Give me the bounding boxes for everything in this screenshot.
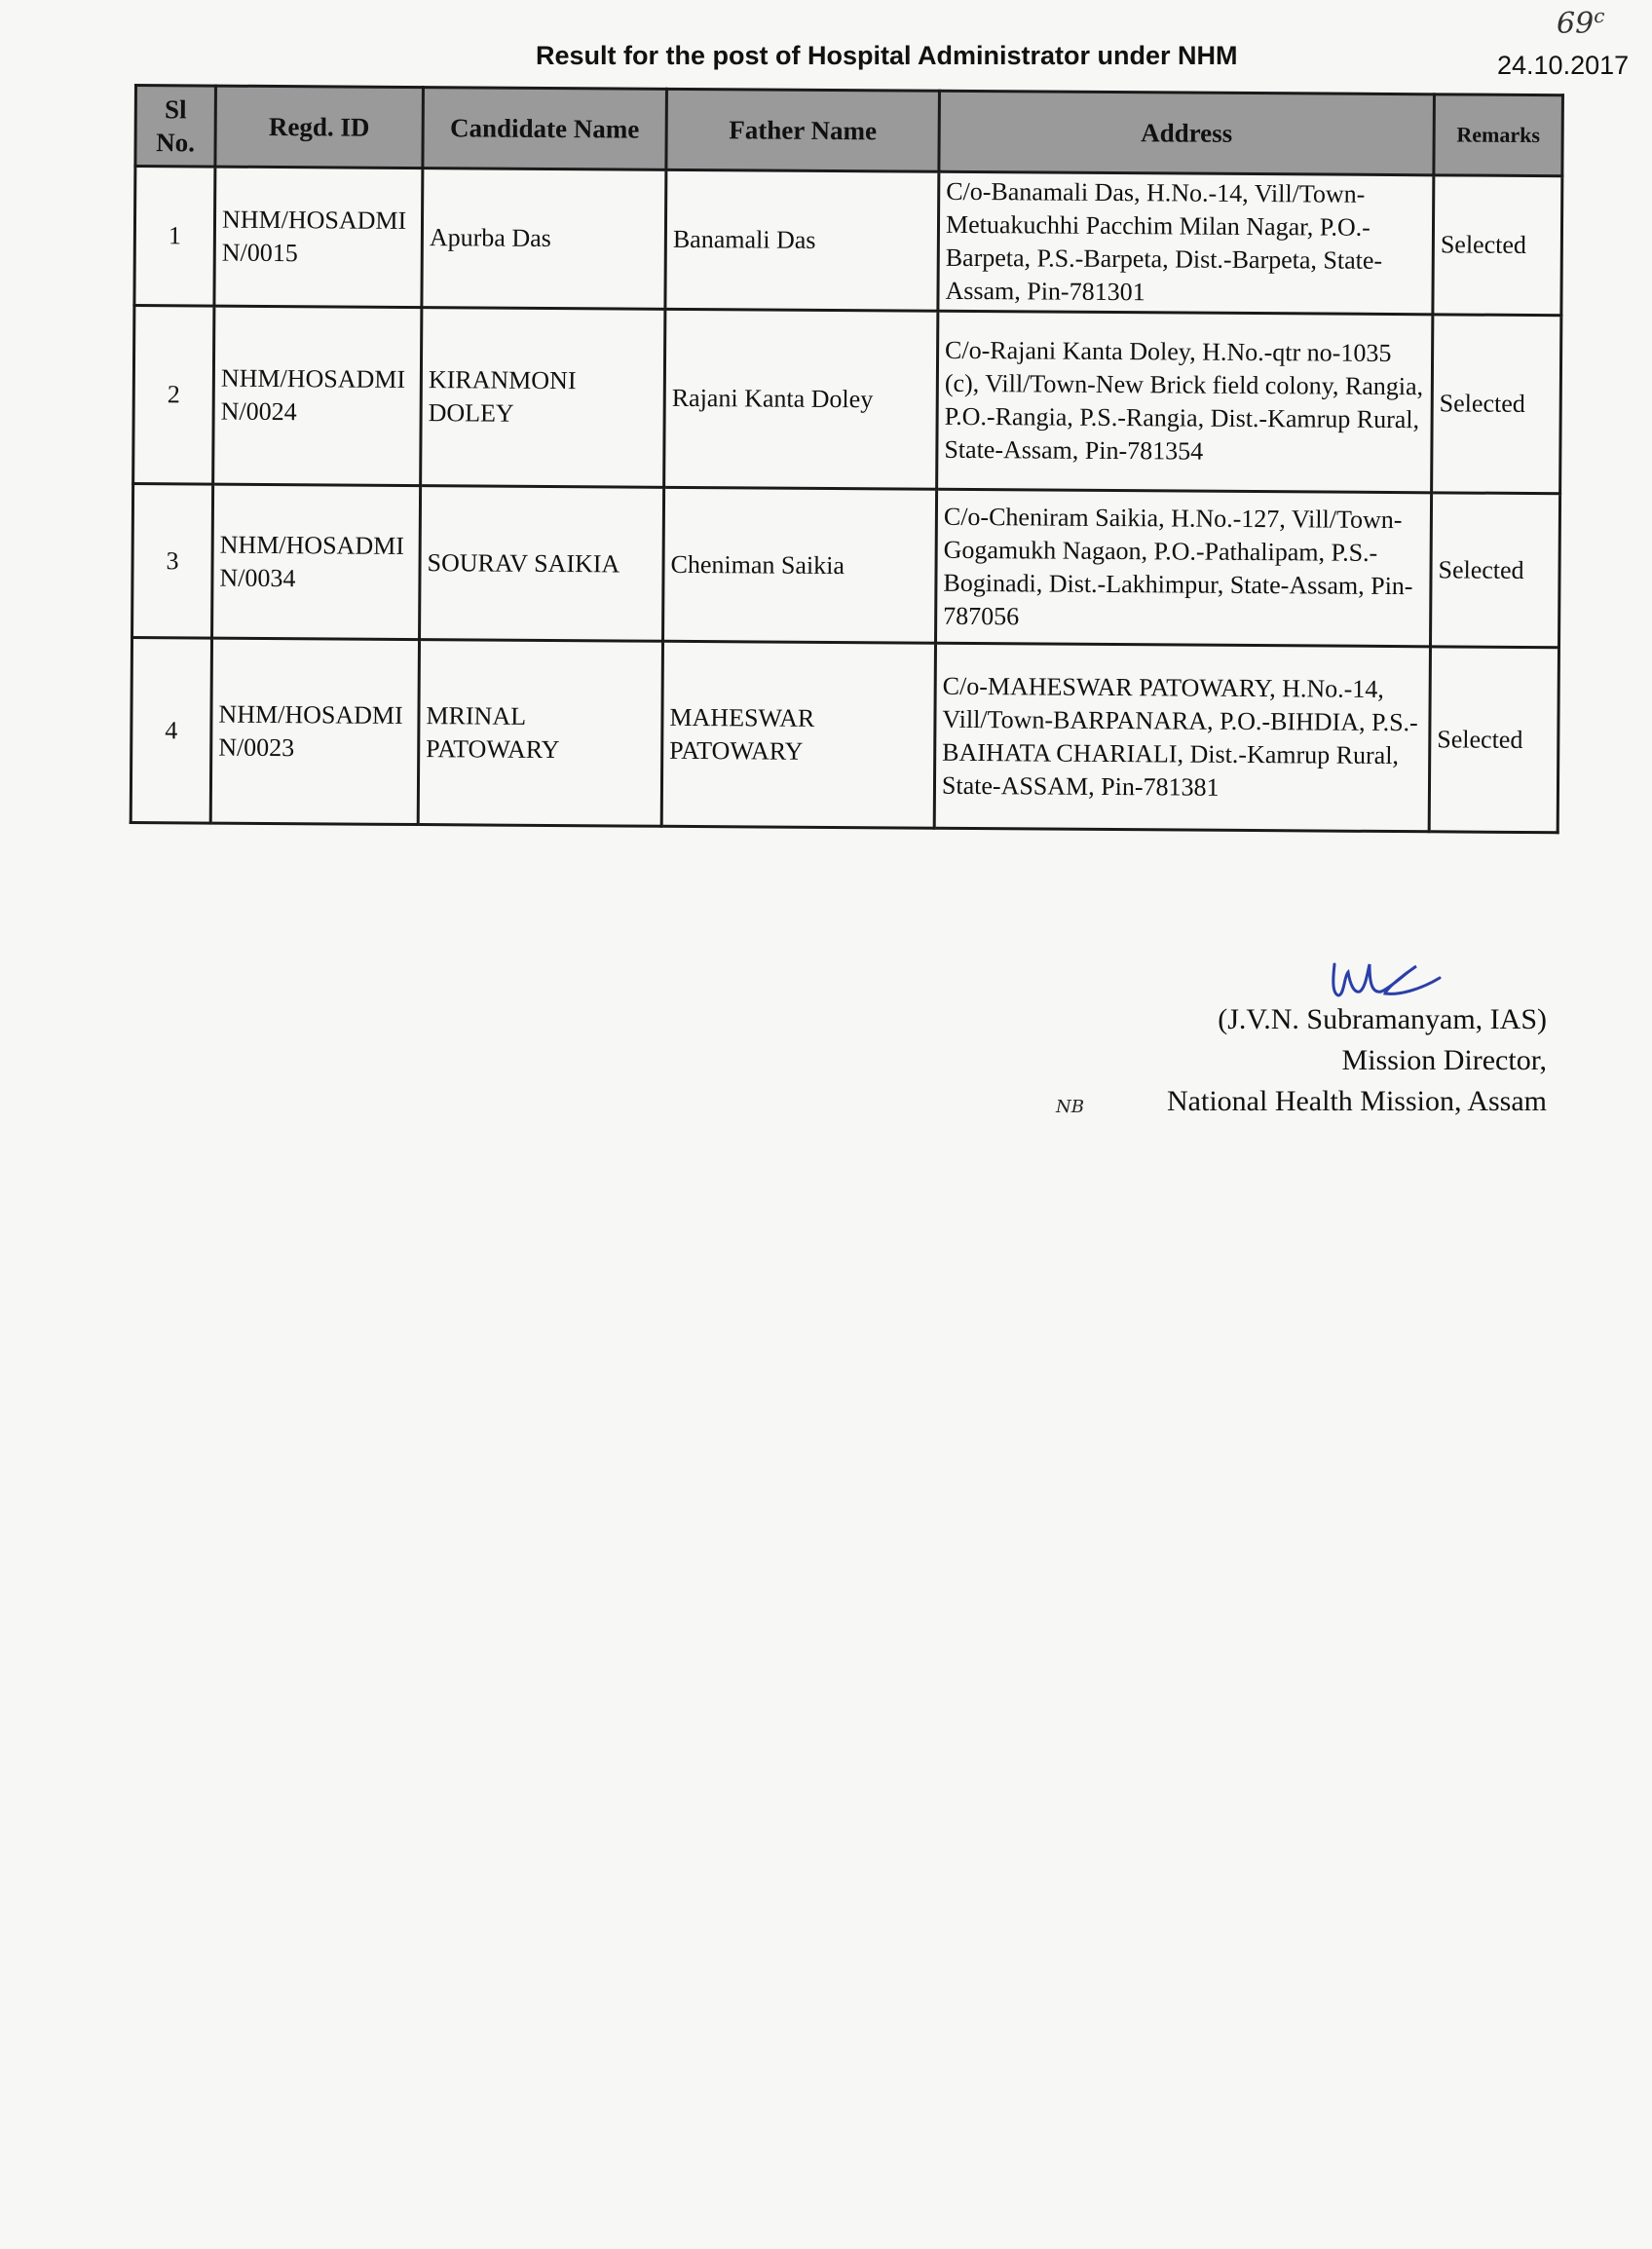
- cell-address: C/o-MAHESWAR PATOWARY, H.No.-14, Vill/Town-BARPANARA, P.O.-BIHDIA, P.S.-BAIHATA CHARIALI, Dist.-Kamrup Rural, State-ASSAM, Pin-781381: [934, 643, 1430, 832]
- cell-sl-no: 3: [132, 484, 213, 639]
- initials-note: NB: [1056, 1097, 1084, 1117]
- cell-sl-no: 1: [134, 167, 215, 307]
- document-title: Result for the post of Hospital Administrator under NHM: [536, 41, 1238, 70]
- header-sl-no: Sl No.: [135, 86, 216, 168]
- table-row: [132, 484, 1560, 648]
- signatory-name: (J.V.N. Subramanyam, IAS): [1218, 1003, 1547, 1035]
- cell-father-name: Rajani Kanta Doley: [664, 309, 938, 489]
- cell-regd-id: NHM/HOSADMIN/0034: [212, 484, 421, 639]
- cell-remarks: Selected: [1430, 493, 1559, 648]
- signatory-block: [1071, 999, 1547, 1122]
- table-row: [131, 637, 1558, 832]
- cell-address: C/o-Rajani Kanta Doley, H.No.-qtr no-1035 (c), Vill/Town-New Brick field colony, Rangia, P.O.-Rangia, P.S.-Rangia, Dist.-Kamrup Rural, State-Assam, Pin-781354: [937, 311, 1433, 493]
- result-table: [130, 84, 1564, 834]
- cell-father-name: MAHESWAR PATOWARY: [661, 641, 935, 828]
- cell-regd-id: NHM/HOSADMIN/0023: [210, 638, 419, 824]
- table-row: [133, 306, 1561, 494]
- cell-sl-no: 2: [133, 306, 214, 485]
- cell-father-name: Cheniman Saikia: [663, 487, 937, 643]
- cell-candidate-name: SOURAV SAIKIA: [420, 486, 664, 642]
- header-regd-id: Regd. ID: [215, 86, 424, 168]
- cell-candidate-name: KIRANMONI DOLEY: [421, 308, 665, 488]
- header-candidate-name: Candidate Name: [423, 88, 667, 170]
- cell-regd-id: NHM/HOSADMIN/0024: [213, 306, 422, 485]
- cell-sl-no: 4: [131, 637, 211, 823]
- cell-father-name: Banamali Das: [665, 169, 939, 311]
- table-header-row: [135, 86, 1563, 176]
- table-row: [134, 167, 1562, 316]
- document-date: 24.10.2017: [1497, 51, 1630, 80]
- cell-address: C/o-Banamali Das, H.No.-14, Vill/Town-Metuakuchhi Pacchim Milan Nagar, P.O.-Barpeta, P.S.-Barpeta, Dist.-Barpeta, State-Assam, Pin-781301: [938, 171, 1434, 315]
- header-remarks: Remarks: [1434, 94, 1563, 176]
- cell-candidate-name: Apurba Das: [422, 169, 666, 310]
- header-father-name: Father Name: [666, 89, 940, 171]
- signatory-designation: Mission Director,: [1341, 1044, 1547, 1076]
- signature-mark: [1327, 955, 1444, 1003]
- cell-address: C/o-Cheniram Saikia, H.No.-127, Vill/Town-Gogamukh Nagaon, P.O.-Pathalipam, P.S.-Boginadi, Dist.-Lakhimpur, State-Assam, Pin-787056: [936, 489, 1432, 647]
- cell-remarks: Selected: [1432, 315, 1561, 494]
- cell-remarks: Selected: [1429, 647, 1558, 833]
- header-address: Address: [939, 91, 1435, 175]
- cell-regd-id: NHM/HOSADMIN/0015: [214, 167, 423, 307]
- signatory-organization: National Health Mission, Assam: [1167, 1085, 1547, 1117]
- page-number-mark: 69$^c$: [1557, 4, 1605, 41]
- cell-candidate-name: MRINAL PATOWARY: [418, 640, 662, 827]
- cell-remarks: Selected: [1433, 175, 1562, 316]
